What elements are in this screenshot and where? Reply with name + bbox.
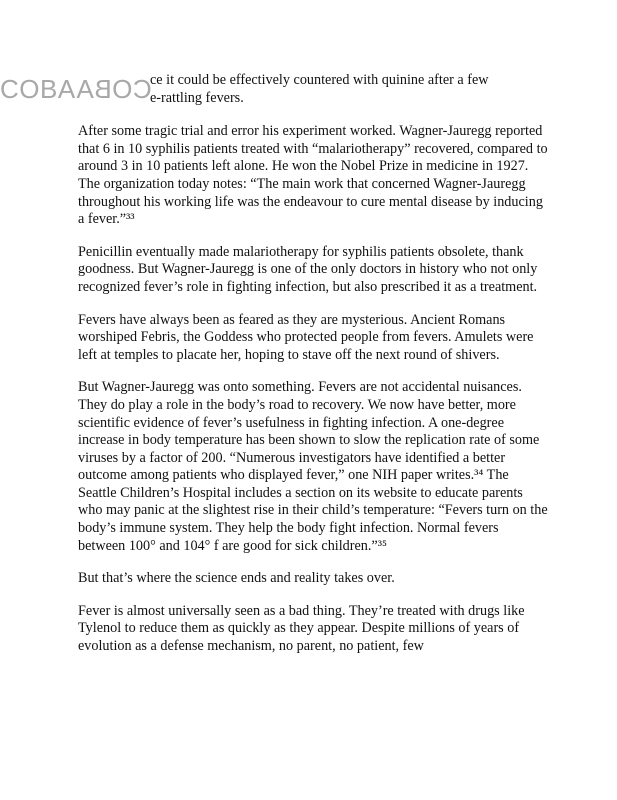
watermark-text-left: COBA: [0, 74, 76, 104]
body-text: [75, 72, 548, 656]
paragraph-1: After some tragic trial and error his experiment worked. Wagner-Jauregg reported that 6 in 10 syphilis patients treated with “malariotherapy” recovered, compared to around 3 in 10 patients left alone. He won the Nobel Prize in medicine in 1927. The organization today notes: “The main work that concerned Wagner-Jauregg throughout his working life was the endeavour to cure mental disease by inducing a fever.”³³: [78, 123, 548, 228]
fragment-line-2: e-rattling fevers.: [150, 89, 244, 106]
paragraph-4: But Wagner-Jauregg was onto something. Fevers are not accidental nuisances. They do play a role in the body’s road to recovery. We now have better, more scientific evidence of fever’s usefulness in fighting infection. A one-degree increase in body temperature has been shown to slow the replication rate of some viruses by a factor of 200. “Numerous investigators have identified a better outcome among patients who displayed fever,” one NIH paper writes.³⁴ The Seattle Children’s Hospital includes a section on its website to educate parents who may panic at the slightest rise in their child’s temperature: “Fevers turn on the body’s immune system. They help the body fight infection. Normal fevers between 100° and 104° f are good for sick children.”³⁵: [78, 379, 548, 554]
watermark-text-mirrored: COBA: [75, 74, 152, 104]
paragraph-5: But that’s where the science ends and reality takes over.: [78, 570, 395, 587]
paragraph-3: Fevers have always been as feared as they are mysterious. Ancient Romans worshiped Febris, the Goddess who protected people from fevers. Amulets were left at temples to placate her, hoping to stave off the next round of shivers.: [78, 311, 534, 363]
paragraph-6: Fever is almost universally seen as a bad thing. They’re treated with drugs like Tylenol to reduce them as quickly as they appear. Despite millions of years of evolution as a defense mechanism, no parent, no patient, few: [78, 602, 525, 655]
fragment-line-1: ce it could be effectively countered with quinine after a few: [150, 72, 489, 88]
paragraph-2: Penicillin eventually made malariotherapy for syphilis patients obsolete, thank goodness. But Wagner-Jauregg is one of the only doctors in history who not only recognized fever’s role in fighting infection, but also prescribed it as a treatment.: [78, 243, 538, 295]
